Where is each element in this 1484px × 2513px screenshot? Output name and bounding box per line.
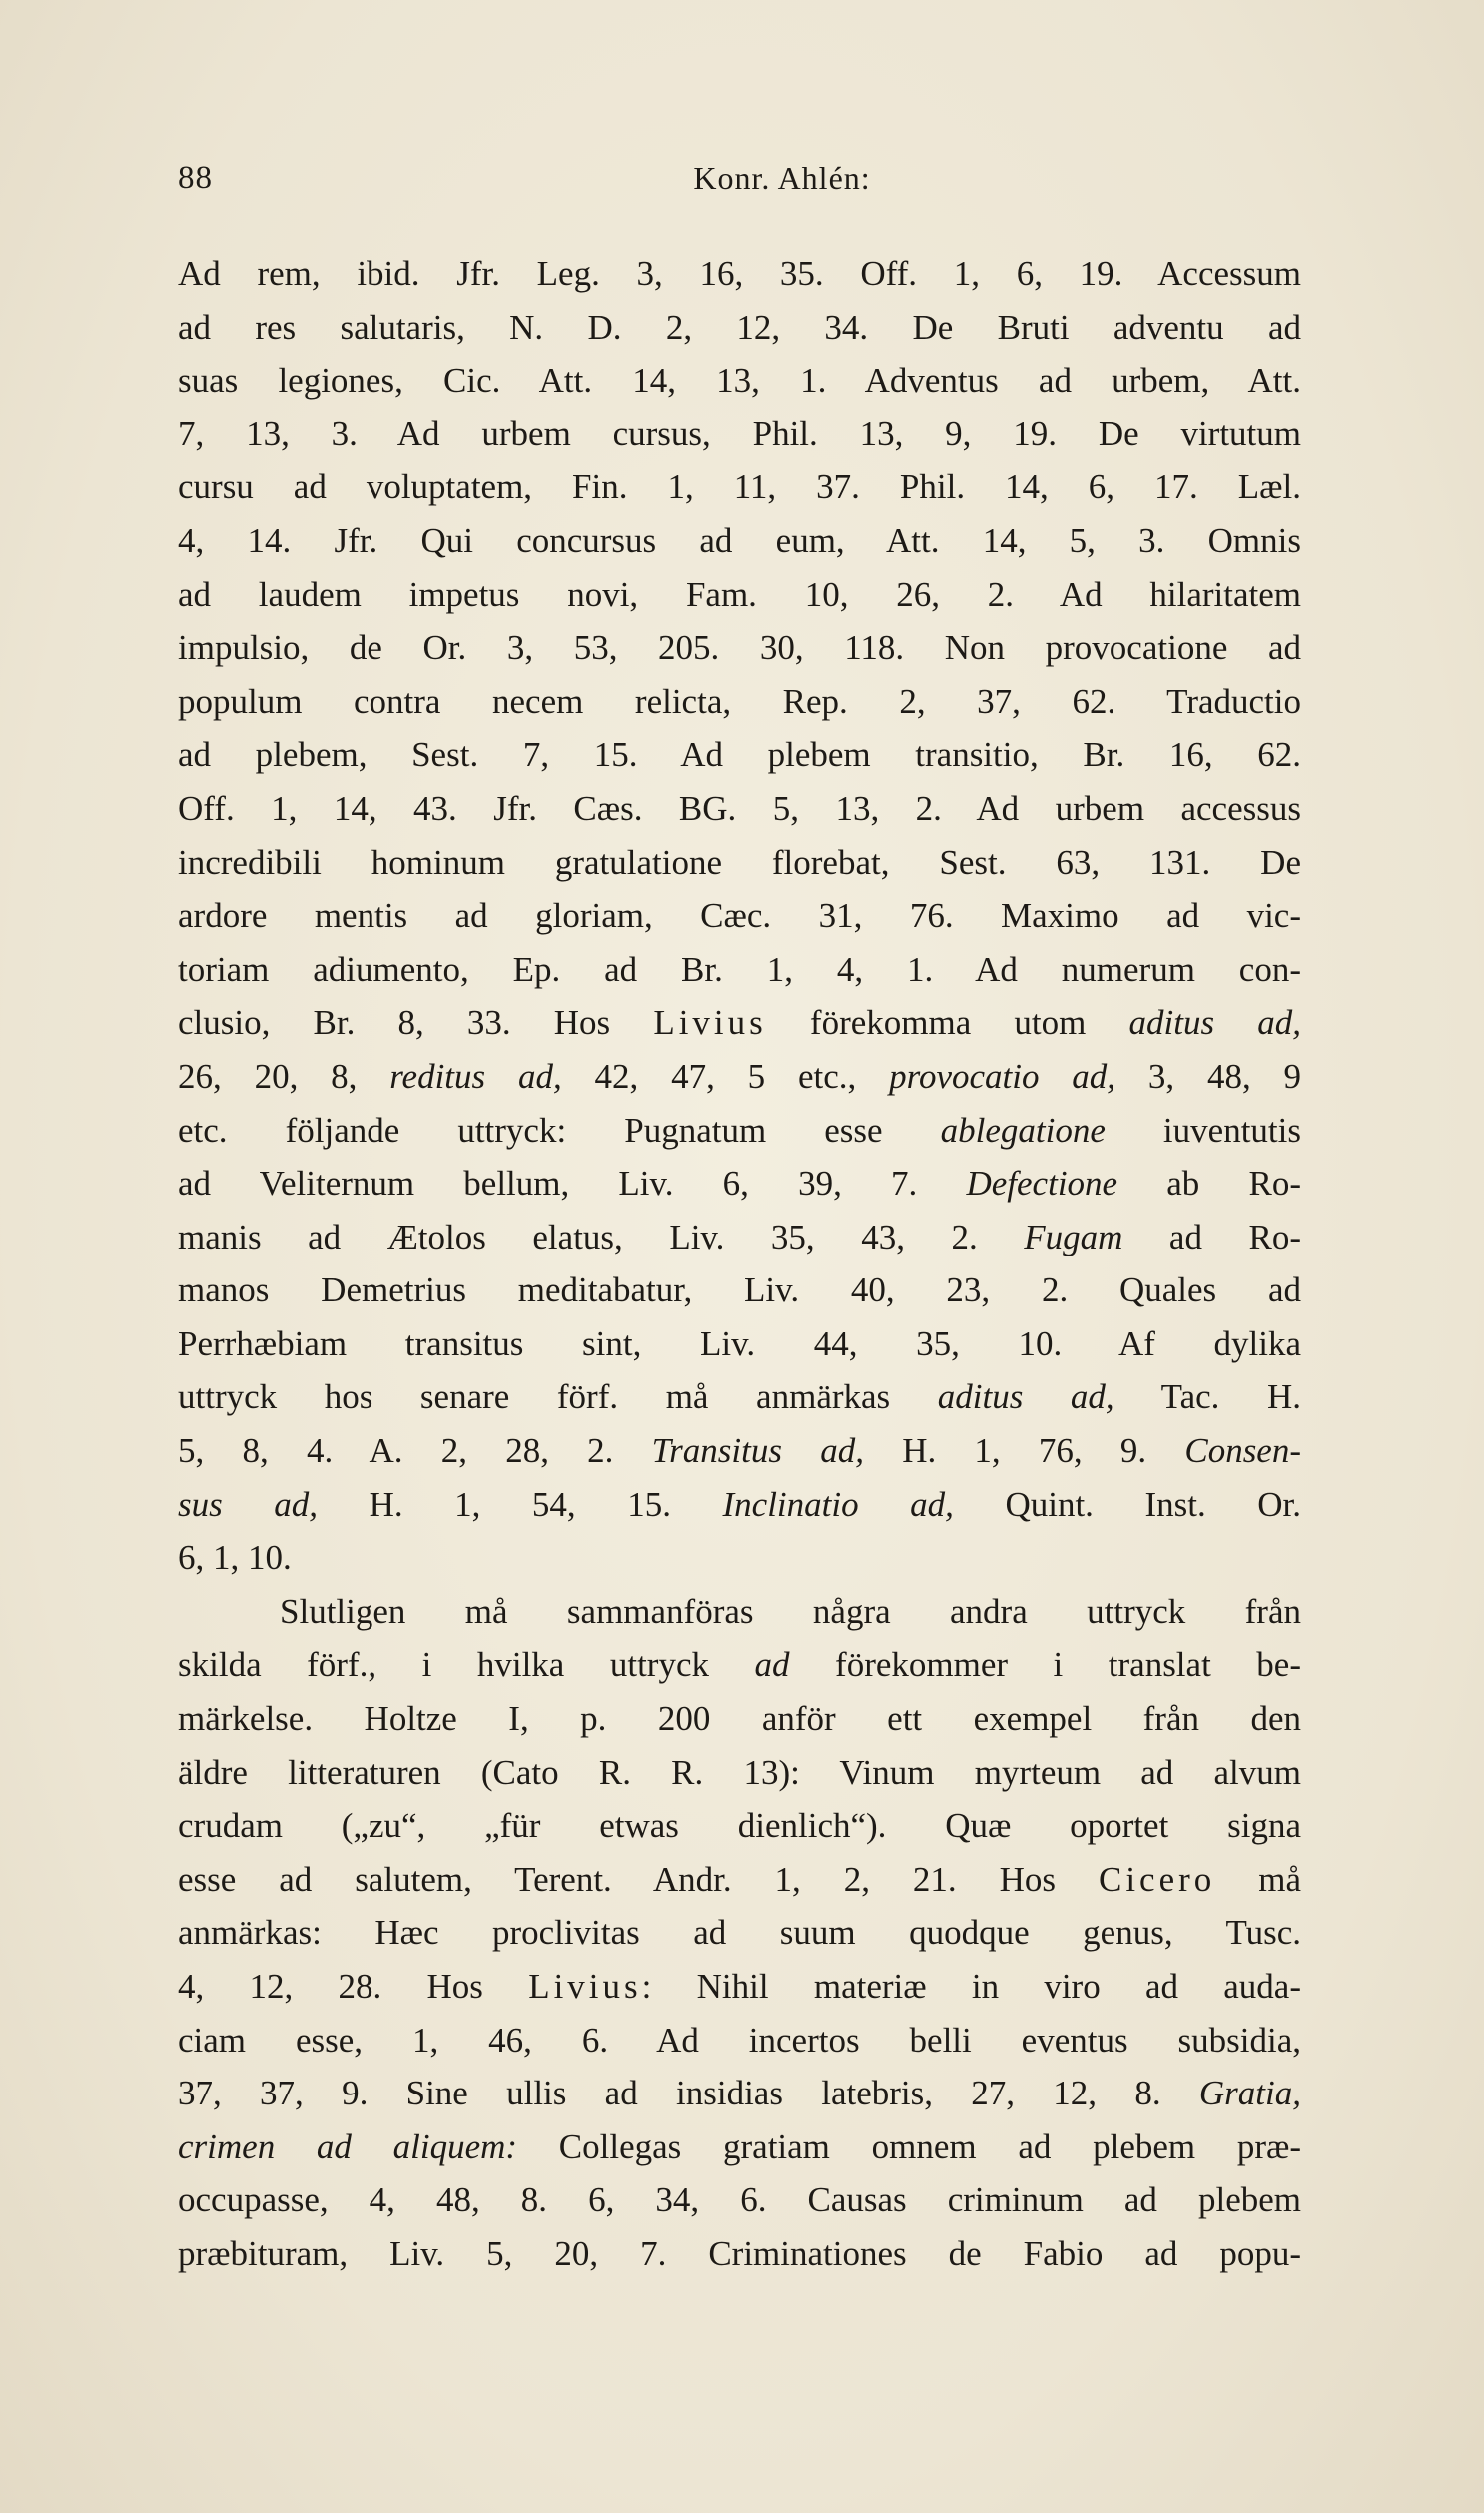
text-line: anmärkas: Hæc proclivitas ad suum quodque genus, Tusc. [178,1913,1301,1953]
text-line: ad res salutaris, N. D. 2, 12, 34. De Bruti adventu ad [178,307,1301,347]
italic-phrase: provocatio ad, [889,1056,1116,1096]
italic-phrase: Defectione [966,1164,1118,1204]
body-text [178,247,1301,2281]
text-segment: 37, 37, 9. Sine ullis ad insidias latebris, 27, 12, 8. [178,2074,1199,2113]
italic-phrase: Gratia, [1198,2074,1301,2113]
text-line [178,2067,1301,2120]
text-line: cursu ad voluptatem, Fin. 1, 11, 37. Phil. 14, 6, 17. Læl. [178,467,1301,507]
text-segment: 5, 8, 4. A. 2, 28, 2. [178,1431,652,1471]
text-line: ciam esse, 1, 46, 6. Ad incertos belli eventus subsidia, [178,2020,1301,2060]
text-line [178,1853,1301,1907]
text-segment: Tac. H. [1113,1377,1301,1417]
text-segment: skilda förf., i hvilka uttryck [178,1645,755,1685]
text-line: Off. 1, 14, 43. Jfr. Cæs. BG. 5, 13, 2. Ad urbem accessus [178,788,1301,828]
text-line: populum contra necem relicta, Rep. 2, 37, 62. Traductio [178,681,1301,721]
text-line: suas legiones, Cic. Att. 14, 13, 1. Adventus ad urbem, Att. [178,361,1301,401]
italic-phrase: reditus ad, [389,1056,562,1096]
text-line [178,1424,1301,1478]
page-header [178,160,1356,210]
text-line: incredibili hominum gratulatione florebat, Sest. 63, 131. De [178,842,1301,882]
italic-phrase: Inclinatio ad, [722,1484,954,1524]
spaced-name: Livius [653,1003,767,1043]
text-line [178,1960,1301,2014]
text-segment: förekomma utom [766,1003,1129,1043]
text-line [178,1211,1301,1264]
text-segment: Collegas gratiam omnem ad plebem præ- [517,2126,1301,2166]
text-line [178,996,1301,1050]
text-line: ad plebem, Sest. 7, 15. Ad plebem transitio, Br. 16, 62. [178,735,1301,775]
text-line: manos Demetrius meditabatur, Liv. 40, 23, 2. Quales ad [178,1270,1301,1310]
text-line: 7, 13, 3. Ad urbem cursus, Phil. 13, 9, 19. De virtutum [178,414,1301,453]
text-segment: må [1215,1859,1301,1899]
text-line [178,1050,1301,1104]
text-line [178,1157,1301,1211]
text-segment: esse ad salutem, Terent. Andr. 1, 2, 21. Hos [178,1859,1099,1899]
text-line: præbituram, Liv. 5, 20, 7. Criminationes de Fabio ad popu- [178,2233,1301,2273]
text-segment: 26, 20, 8, [178,1056,390,1096]
text-line [178,1638,1301,1692]
text-segment: ab Ro- [1117,1164,1301,1204]
text-line: occupasse, 4, 48, 8. 6, 34, 6. Causas criminum ad plebem [178,2180,1301,2220]
italic-phrase: ad [754,1645,790,1685]
text-segment: H. 1, 54, 15. [318,1484,723,1524]
text-segment: clusio, Br. 8, 33. Hos [178,1003,654,1043]
text-segment: iuventutis [1105,1110,1301,1150]
text-segment: ad Veliternum bellum, Liv. 6, 39, 7. [178,1164,967,1204]
italic-phrase: Transitus ad, [651,1431,864,1471]
text-segment: ad Ro- [1122,1217,1301,1256]
text-segment: : Nihil materiæ in viro ad auda- [641,1967,1301,2006]
text-line: Ad rem, ibid. Jfr. Leg. 3, 16, 35. Off. 1, 6, 19. Accessum [178,254,1301,293]
text-line: Perrhæbiam transitus sint, Liv. 44, 35, 10. Af dylika [178,1323,1301,1363]
text-segment: Quint. Inst. Or. [953,1484,1301,1524]
text-line [178,1478,1301,1532]
text-line: märkelse. Holtze I, p. 200 anför ett exempel från den [178,1699,1301,1739]
text-line: toriam adiumento, Ep. ad Br. 1, 4, 1. Ad numerum con- [178,949,1301,989]
spaced-name: Livius [528,1967,642,2006]
text-segment: 3, 48, 9 [1115,1056,1301,1096]
text-segment: H. 1, 76, 9. [863,1431,1185,1471]
text-line: crudam („zu“, „für etwas dienlich“). Quæ oportet signa [178,1806,1301,1846]
text-line: 6, 1, 10. [178,1538,292,1578]
text-line: ardore mentis ad gloriam, Cæc. 31, 76. Maximo ad vic- [178,896,1301,936]
italic-phrase: aditus ad, [937,1377,1114,1417]
text-line [178,2120,1301,2174]
text-line: äldre litteraturen (Cato R. R. 13): Vinum myrteum ad alvum [178,1752,1301,1792]
text-segment: manis ad Ætolos elatus, Liv. 35, 43, 2. [178,1217,1025,1256]
text-segment: förekommer i translat be- [789,1645,1301,1685]
text-segment: uttryck hos senare förf. må anmärkas [178,1377,938,1417]
text-segment: 42, 47, 5 etc., [561,1056,890,1096]
text-line: Slutligen må sammanföras några andra uttryck från [280,1591,1301,1631]
text-line: impulsio, de Or. 3, 53, 205. 30, 118. Non provocatione ad [178,628,1301,668]
page-number: 88 [178,160,213,196]
italic-phrase: aditus ad, [1128,1003,1301,1043]
running-head: Konr. Ahlén: [693,160,871,196]
text-line: 4, 14. Jfr. Qui concursus ad eum, Att. 14, 5, 3. Omnis [178,520,1301,560]
italic-phrase: Fugam [1024,1217,1123,1256]
italic-phrase: crimen ad aliquem: [178,2126,518,2166]
italic-phrase: ablegatione [940,1110,1106,1150]
text-segment: 4, 12, 28. Hos [178,1967,529,2006]
text-line [178,1104,1301,1158]
italic-phrase: sus ad, [178,1484,319,1524]
text-line: ad laudem impetus novi, Fam. 10, 26, 2. Ad hilaritatem [178,574,1301,614]
italic-phrase: Consen- [1184,1431,1301,1471]
spaced-name: Cicero [1098,1859,1216,1899]
text-segment: etc. följande uttryck: Pugnatum esse [178,1110,941,1150]
text-line [178,1370,1301,1424]
